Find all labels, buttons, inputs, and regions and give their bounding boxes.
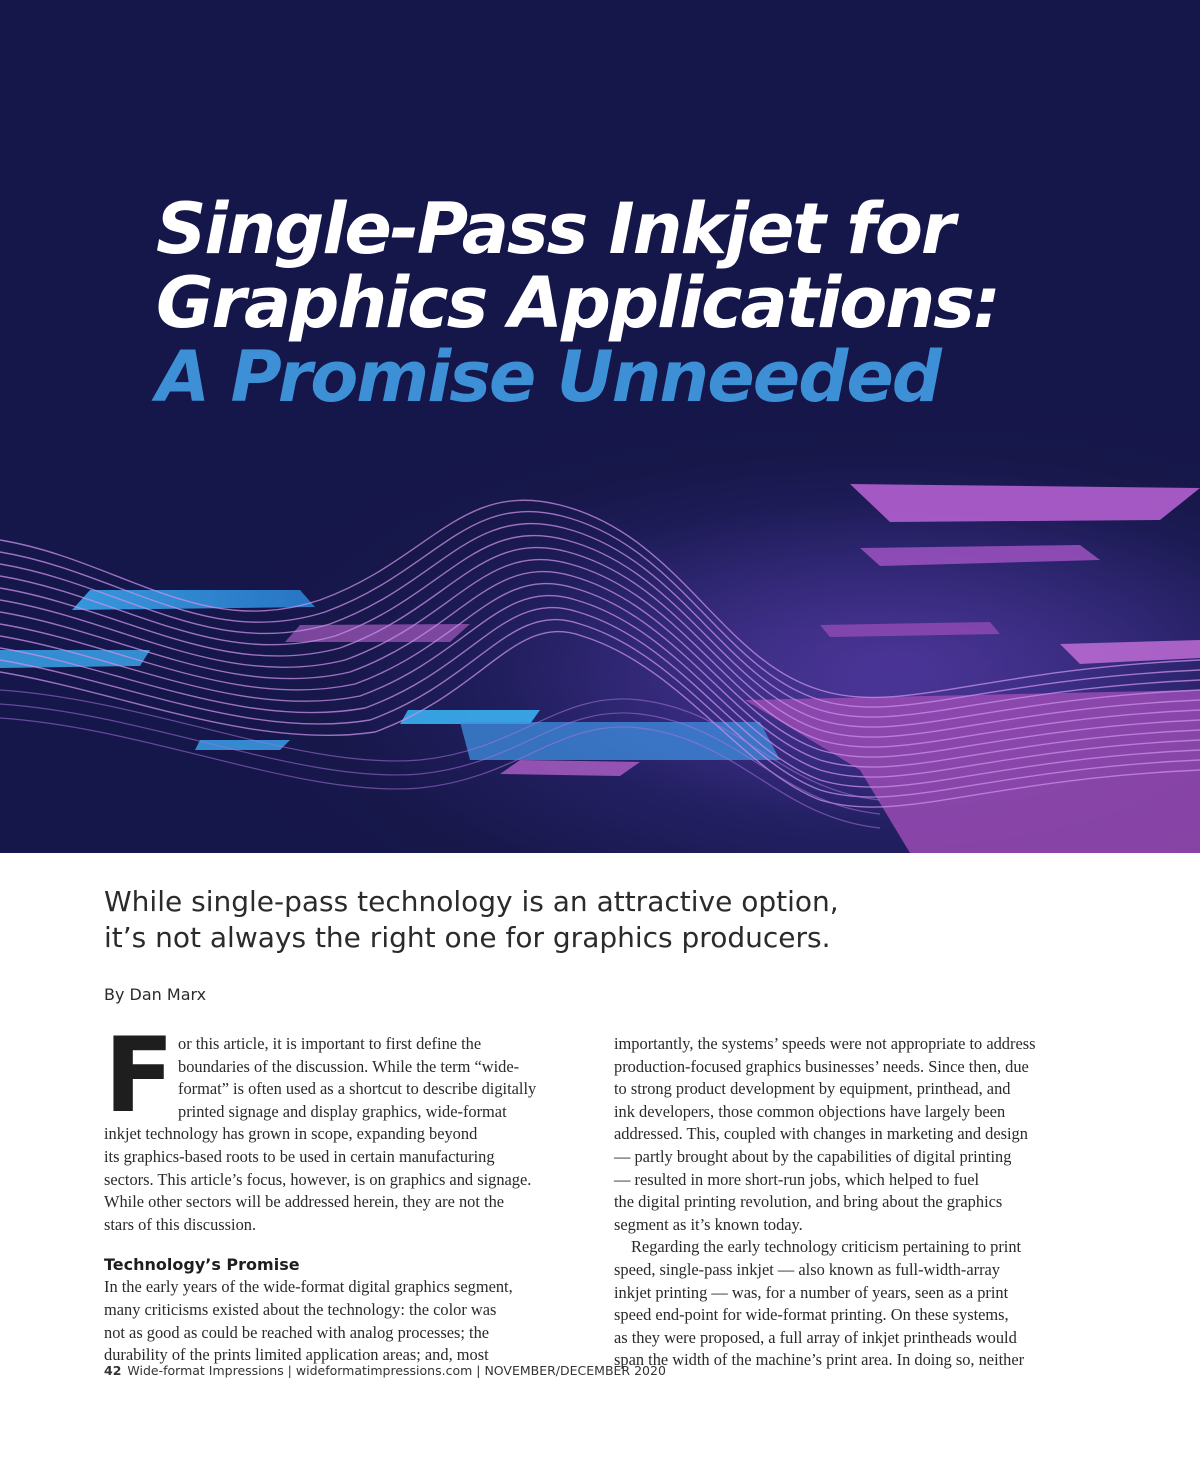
drop-cap: F <box>104 1016 175 1136</box>
text-line: format” is often used as a shortcut to describe digitally <box>178 1079 537 1099</box>
cyan-slab <box>460 722 780 760</box>
text-line: to strong product development by equipment, printhead, and <box>614 1079 1011 1099</box>
text-line: importantly, the systems’ speeds were not appropriate to address <box>614 1034 1036 1053</box>
page-footer <box>104 1363 666 1378</box>
magenta-slab <box>285 624 470 642</box>
text-line: ink developers, those common objections have largely been <box>614 1101 1006 1121</box>
dek-line-1: While single-pass technology is an attractive option, <box>104 885 839 918</box>
article-dek <box>104 884 1004 956</box>
text-line: stars of this discussion. <box>104 1214 257 1234</box>
text-line: Regarding the early technology criticism pertaining to print <box>631 1237 1022 1257</box>
text-line: printed signage and display graphics, wide-format <box>178 1101 507 1121</box>
magenta-slab <box>500 760 640 776</box>
page-number: 42 <box>104 1363 122 1378</box>
text-line: many criticisms existed about the technology: the color was <box>104 1299 497 1319</box>
text-line: durability of the prints limited application areas; and, most <box>104 1345 489 1365</box>
text-line: or this article, it is important to first define the <box>178 1034 482 1053</box>
text-line: the digital printing revolution, and bring about the graphics <box>614 1192 1003 1212</box>
article-column-1 <box>104 1016 592 1367</box>
headline-line-2: Graphics Applications: <box>156 262 999 344</box>
text-line: — resulted in more short-run jobs, which helped to fuel <box>614 1169 980 1189</box>
text-line: as they were proposed, a full array of inkjet printheads would <box>614 1327 1017 1347</box>
text-line: While other sectors will be addressed herein, they are not the <box>104 1192 505 1212</box>
text-line: sectors. This article’s focus, however, is on graphics and signage. <box>104 1169 532 1189</box>
dek-line-2: it’s not always the right one for graphics producers. <box>104 921 831 954</box>
article-column-2 <box>614 1033 1102 1372</box>
body-paragraph <box>614 1033 1102 1236</box>
headline-line-1: Single-Pass Inkjet for <box>156 188 954 270</box>
text-line: span the width of the machine’s print area. In doing so, neither <box>614 1350 1025 1370</box>
text-line: boundaries of the discussion. While the term “wide- <box>178 1056 520 1076</box>
text-line: segment as it’s known today. <box>614 1214 803 1234</box>
text-line: addressed. This, coupled with changes in marketing and design <box>614 1124 1028 1144</box>
cyan-slab <box>72 590 315 610</box>
text-line: production-focused graphics businesses’ needs. Since then, due <box>614 1056 1029 1076</box>
publication-info: Wide-format Impressions | wideformatimpressions.com | NOVEMBER/DECEMBER 2020 <box>127 1363 666 1378</box>
text-line: — partly brought about by the capabilities of digital printing <box>614 1146 1012 1166</box>
cyan-slab <box>400 710 540 724</box>
text-line: inkjet technology has grown in scope, expanding beyond <box>104 1124 478 1144</box>
magenta-slab <box>850 484 1200 522</box>
body-paragraph <box>614 1236 1102 1372</box>
section-subhead: Technology’s Promise <box>104 1255 300 1275</box>
text-line: its graphics-based roots to be used in certain manufacturing <box>104 1146 495 1166</box>
text-line: speed end-point for wide-format printing. On these systems, <box>614 1305 1009 1325</box>
text-line: not as good as could be reached with analog processes; the <box>104 1322 490 1342</box>
headline-line-3: A Promise Unneeded <box>156 336 940 418</box>
text-line: speed, single-pass inkjet — also known as full-width-array <box>614 1259 1001 1279</box>
text-line: In the early years of the wide-format digital graphics segment, <box>104 1277 513 1297</box>
article-headline <box>156 188 1156 418</box>
text-line: inkjet printing — was, for a number of years, seen as a print <box>614 1282 1009 1302</box>
byline: By Dan Marx <box>104 985 207 1004</box>
body-paragraph <box>104 1276 592 1366</box>
intro-paragraph <box>104 1016 592 1236</box>
